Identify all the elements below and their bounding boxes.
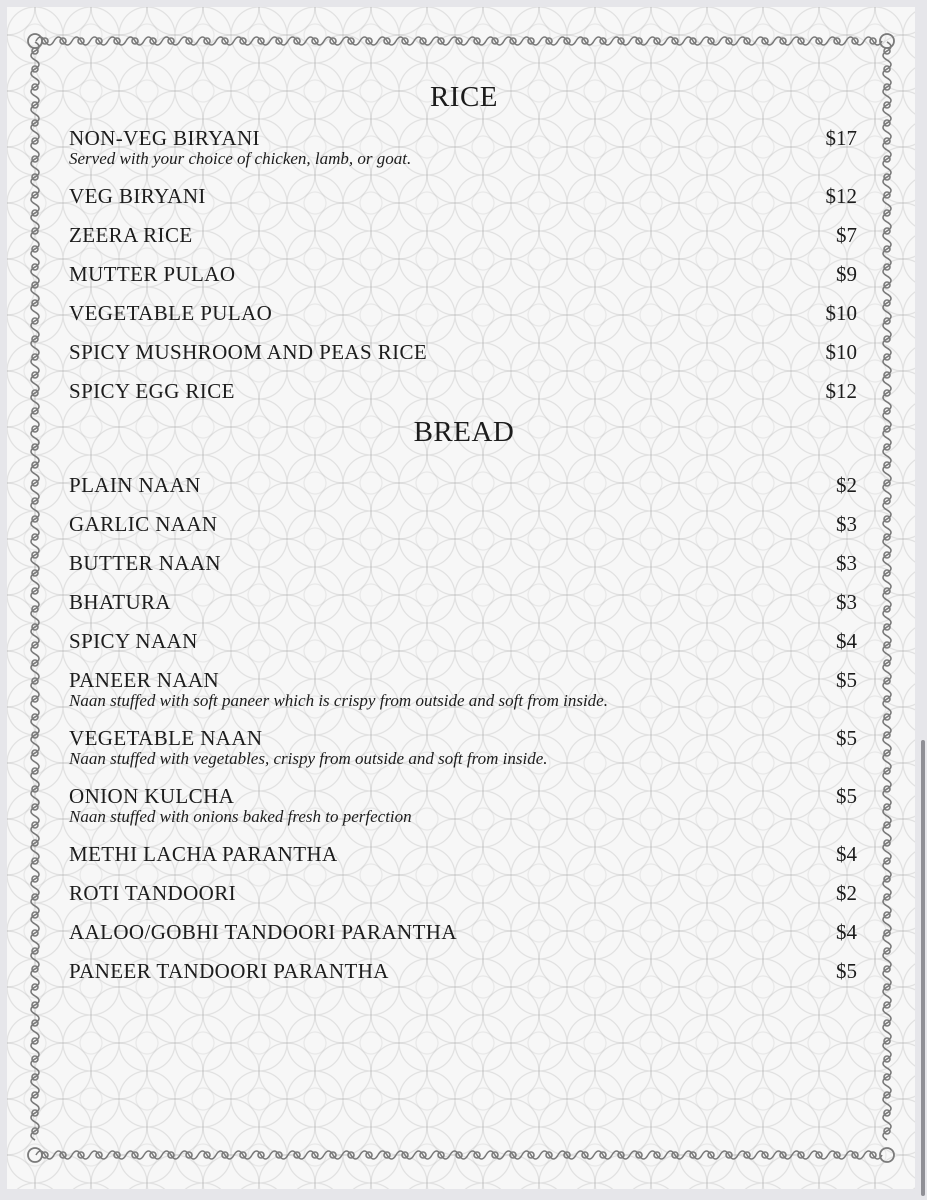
border-flourish [594, 1151, 612, 1159]
border-flourish [576, 37, 594, 45]
border-flourish [630, 1151, 648, 1159]
border-flourish [36, 1151, 54, 1159]
border-flourish [883, 690, 891, 708]
item-price: $7 [836, 223, 857, 247]
item-name: VEG BIRYANI [69, 184, 206, 208]
border-flourish [883, 762, 891, 780]
border-flourish [883, 870, 891, 888]
border-flourish [31, 42, 39, 60]
border-flourish [216, 37, 234, 45]
border-flourish [31, 222, 39, 240]
border-flourish [883, 258, 891, 276]
border-flourish [558, 1151, 576, 1159]
border-flourish [883, 798, 891, 816]
menu-item [69, 836, 859, 875]
border-flourish [883, 654, 891, 672]
border-flourish [828, 37, 846, 45]
item-price: $4 [836, 920, 857, 944]
border-flourish [648, 1151, 666, 1159]
border-flourish [666, 1151, 684, 1159]
border-flourish [883, 492, 891, 510]
border-flourish [468, 37, 486, 45]
border-flourish [54, 37, 72, 45]
border-flourish [31, 330, 39, 348]
border-flourish [31, 726, 39, 744]
border-flourish [883, 474, 891, 492]
item-name: METHI LACHA PARANTHA [69, 842, 338, 866]
border-corner-ornament [880, 34, 894, 48]
item-name: PLAIN NAAN [69, 473, 201, 497]
item-price: $4 [836, 629, 857, 653]
border-flourish [31, 528, 39, 546]
item-name: BHATURA [69, 590, 171, 614]
border-flourish [144, 37, 162, 45]
item-price: $9 [836, 262, 857, 286]
border-flourish [31, 312, 39, 330]
border-flourish [810, 1151, 828, 1159]
item-price: $3 [836, 551, 857, 575]
border-flourish [126, 1151, 144, 1159]
border-flourish [31, 294, 39, 312]
border-flourish [31, 1050, 39, 1068]
item-price: $2 [836, 473, 857, 497]
border-flourish [31, 78, 39, 96]
border-flourish [883, 366, 891, 384]
border-flourish [31, 1122, 39, 1140]
border-flourish [31, 438, 39, 456]
border-flourish [648, 37, 666, 45]
border-flourish [306, 37, 324, 45]
item-name: SPICY NAAN [69, 629, 198, 653]
border-flourish [108, 1151, 126, 1159]
border-flourish [883, 1032, 891, 1050]
border-flourish [883, 240, 891, 258]
menu-item [69, 623, 859, 662]
border-flourish [414, 37, 432, 45]
border-flourish [883, 168, 891, 186]
border-flourish [306, 1151, 324, 1159]
border-flourish [36, 37, 54, 45]
border-flourish [90, 1151, 108, 1159]
border-flourish [883, 1086, 891, 1104]
border-flourish [31, 420, 39, 438]
border-flourish [162, 1151, 180, 1159]
border-flourish [270, 1151, 288, 1159]
border-flourish [72, 37, 90, 45]
menu-page [7, 7, 915, 1189]
border-flourish [31, 258, 39, 276]
border-flourish [31, 276, 39, 294]
border-flourish [540, 1151, 558, 1159]
border-flourish [883, 816, 891, 834]
border-flourish [180, 1151, 198, 1159]
menu-item [69, 914, 859, 953]
item-price: $5 [836, 784, 857, 808]
border-flourish [31, 492, 39, 510]
border-flourish [31, 618, 39, 636]
border-flourish [883, 294, 891, 312]
border-flourish [883, 510, 891, 528]
section-title-rice: RICE [429, 81, 499, 113]
border-flourish [378, 1151, 396, 1159]
border-flourish [594, 37, 612, 45]
border-flourish [31, 960, 39, 978]
border-flourish [31, 906, 39, 924]
border-flourish [846, 1151, 864, 1159]
border-flourish [883, 960, 891, 978]
border-flourish [792, 37, 810, 45]
item-name: NON-VEG BIRYANI [69, 126, 260, 150]
item-price: $5 [836, 959, 857, 983]
item-name: BUTTER NAAN [69, 551, 221, 575]
border-flourish [31, 150, 39, 168]
menu-item [69, 662, 859, 720]
border-flourish [414, 1151, 432, 1159]
border-flourish [486, 1151, 504, 1159]
menu-item [69, 256, 859, 295]
border-flourish [883, 60, 891, 78]
border-flourish [31, 798, 39, 816]
border-corner-ornament [28, 34, 42, 48]
border-flourish [883, 150, 891, 168]
menu-item [69, 467, 859, 506]
menu-item [69, 295, 859, 334]
border-flourish [883, 582, 891, 600]
border-flourish [883, 924, 891, 942]
item-price: $3 [836, 590, 857, 614]
item-price: $2 [836, 881, 857, 905]
item-description: Naan stuffed with onions baked fresh to perfection [69, 807, 412, 826]
border-flourish [883, 834, 891, 852]
border-flourish [883, 222, 891, 240]
border-flourish [31, 708, 39, 726]
border-flourish [612, 1151, 630, 1159]
border-flourish [702, 1151, 720, 1159]
border-flourish [883, 204, 891, 222]
border-flourish [31, 564, 39, 582]
border-flourish [756, 1151, 774, 1159]
border-flourish [883, 618, 891, 636]
border-flourish [31, 546, 39, 564]
border-flourish [31, 942, 39, 960]
menu-item [69, 506, 859, 545]
border-flourish [54, 1151, 72, 1159]
border-flourish [883, 996, 891, 1014]
border-flourish [883, 708, 891, 726]
border-flourish [883, 96, 891, 114]
item-name: ONION KULCHA [69, 784, 235, 808]
item-name: MUTTER PULAO [69, 262, 236, 286]
border-flourish [558, 37, 576, 45]
border-flourish [342, 37, 360, 45]
border-flourish [31, 204, 39, 222]
menu-item [69, 953, 859, 992]
border-flourish [883, 546, 891, 564]
border-flourish [31, 114, 39, 132]
border-flourish [883, 114, 891, 132]
border-flourish [883, 726, 891, 744]
border-flourish [31, 762, 39, 780]
border-flourish [252, 37, 270, 45]
border-flourish [432, 1151, 450, 1159]
menu-item [69, 584, 859, 623]
border-flourish [31, 96, 39, 114]
item-name: PANEER TANDOORI PARANTHA [69, 959, 389, 983]
border-flourish [216, 1151, 234, 1159]
border-flourish [90, 37, 108, 45]
border-flourish [31, 744, 39, 762]
item-price: $10 [825, 301, 857, 325]
border-flourish [31, 924, 39, 942]
border-flourish [234, 37, 252, 45]
item-name: GARLIC NAAN [69, 512, 218, 536]
border-flourish [883, 564, 891, 582]
border-flourish [198, 1151, 216, 1159]
border-flourish [378, 37, 396, 45]
border-flourish [883, 906, 891, 924]
item-name: ROTI TANDOORI [69, 881, 237, 905]
border-flourish [883, 1050, 891, 1068]
border-flourish [486, 37, 504, 45]
border-flourish [540, 37, 558, 45]
border-flourish [198, 37, 216, 45]
border-flourish [126, 37, 144, 45]
item-description: Served with your choice of chicken, lamb, or goat. [69, 149, 412, 168]
border-flourish [702, 37, 720, 45]
item-price: $5 [836, 668, 857, 692]
border-flourish [432, 37, 450, 45]
border-flourish [738, 1151, 756, 1159]
border-flourish [31, 852, 39, 870]
border-flourish [72, 1151, 90, 1159]
border-flourish [774, 1151, 792, 1159]
border-flourish [883, 852, 891, 870]
border-flourish [883, 348, 891, 366]
border-flourish [144, 1151, 162, 1159]
border-flourish [468, 1151, 486, 1159]
menu-item [69, 545, 859, 584]
border-flourish [31, 888, 39, 906]
border-flourish [31, 1086, 39, 1104]
item-name: SPICY EGG RICE [69, 379, 235, 403]
border-flourish [324, 37, 342, 45]
border-flourish [883, 600, 891, 618]
border-flourish [31, 834, 39, 852]
border-flourish [31, 384, 39, 402]
border-flourish [504, 37, 522, 45]
border-flourish [396, 37, 414, 45]
border-corner-ornament [28, 1148, 42, 1162]
menu-item [69, 178, 859, 217]
border-flourish [31, 780, 39, 798]
border-flourish [31, 348, 39, 366]
border-flourish [883, 942, 891, 960]
border-flourish [252, 1151, 270, 1159]
border-flourish [31, 456, 39, 474]
border-flourish [883, 1068, 891, 1086]
border-flourish [31, 168, 39, 186]
item-name: SPICY MUSHROOM AND PEAS RICE [69, 340, 428, 364]
border-flourish [883, 636, 891, 654]
border-flourish [883, 312, 891, 330]
border-flourish [450, 1151, 468, 1159]
border-flourish [810, 37, 828, 45]
section-title-bread: BREAD [413, 416, 515, 448]
item-name: ZEERA RICE [69, 223, 193, 247]
border-flourish [666, 37, 684, 45]
item-price: $5 [836, 726, 857, 750]
border-flourish [522, 37, 540, 45]
border-flourish [883, 402, 891, 420]
border-flourish [774, 37, 792, 45]
item-description: Naan stuffed with vegetables, crispy from outside and soft from inside. [69, 749, 548, 768]
item-name: VEGETABLE PULAO [69, 301, 273, 325]
border-flourish [792, 1151, 810, 1159]
border-flourish [270, 37, 288, 45]
border-flourish [576, 1151, 594, 1159]
item-description: Naan stuffed with soft paneer which is crispy from outside and soft from inside. [69, 691, 608, 710]
border-corner-ornament [880, 1148, 894, 1162]
border-flourish [31, 474, 39, 492]
scrollbar[interactable] [921, 740, 925, 1196]
menu-item [69, 120, 859, 178]
border-flourish [883, 744, 891, 762]
border-flourish [31, 600, 39, 618]
border-flourish [738, 37, 756, 45]
border-flourish [504, 1151, 522, 1159]
border-flourish [360, 37, 378, 45]
menu-item [69, 217, 859, 256]
menu-item [69, 373, 859, 412]
border-flourish [31, 816, 39, 834]
border-flourish [883, 42, 891, 60]
border-flourish [31, 1104, 39, 1122]
border-flourish [31, 366, 39, 384]
border-flourish [31, 510, 39, 528]
menu-item [69, 334, 859, 373]
border-flourish [234, 1151, 252, 1159]
border-flourish [756, 37, 774, 45]
border-flourish [684, 1151, 702, 1159]
border-flourish [31, 1032, 39, 1050]
border-flourish [720, 1151, 738, 1159]
border-flourish [31, 978, 39, 996]
border-flourish [288, 1151, 306, 1159]
border-flourish [720, 37, 738, 45]
border-flourish [31, 654, 39, 672]
border-flourish [31, 996, 39, 1014]
border-flourish [31, 240, 39, 258]
border-flourish [342, 1151, 360, 1159]
border-flourish [883, 132, 891, 150]
border-flourish [883, 672, 891, 690]
border-flourish [828, 1151, 846, 1159]
border-flourish [450, 37, 468, 45]
border-flourish [31, 132, 39, 150]
border-flourish [883, 276, 891, 294]
border-flourish [883, 1014, 891, 1032]
border-flourish [883, 384, 891, 402]
border-flourish [883, 186, 891, 204]
border-flourish [522, 1151, 540, 1159]
menu-item [69, 875, 859, 914]
border-flourish [684, 37, 702, 45]
border-flourish [883, 456, 891, 474]
border-flourish [31, 636, 39, 654]
item-name: AALOO/GOBHI TANDOORI PARANTHA [69, 920, 457, 944]
border-flourish [288, 37, 306, 45]
border-flourish [630, 37, 648, 45]
border-flourish [31, 186, 39, 204]
item-price: $4 [836, 842, 857, 866]
item-price: $12 [825, 184, 857, 208]
border-flourish [31, 402, 39, 420]
item-price: $12 [825, 379, 857, 403]
border-flourish [883, 888, 891, 906]
border-flourish [162, 37, 180, 45]
border-flourish [883, 528, 891, 546]
border-flourish [846, 37, 864, 45]
border-flourish [360, 1151, 378, 1159]
border-flourish [883, 420, 891, 438]
border-flourish [180, 37, 198, 45]
border-flourish [883, 330, 891, 348]
item-price: $3 [836, 512, 857, 536]
border-flourish [883, 780, 891, 798]
menu-item [69, 778, 859, 836]
border-flourish [883, 1104, 891, 1122]
border-flourish [883, 978, 891, 996]
border-flourish [883, 1122, 891, 1140]
menu-item [69, 720, 859, 778]
border-flourish [31, 582, 39, 600]
item-name: PANEER NAAN [69, 668, 220, 692]
border-flourish [31, 1014, 39, 1032]
border-flourish [31, 672, 39, 690]
border-flourish [396, 1151, 414, 1159]
item-name: VEGETABLE NAAN [69, 726, 263, 750]
border-flourish [108, 37, 126, 45]
border-flourish [31, 1068, 39, 1086]
border-flourish [31, 870, 39, 888]
border-flourish [883, 78, 891, 96]
border-flourish [883, 438, 891, 456]
border-flourish [31, 60, 39, 78]
border-flourish [324, 1151, 342, 1159]
item-price: $10 [825, 340, 857, 364]
border-flourish [31, 690, 39, 708]
item-price: $17 [825, 126, 857, 150]
menu-content [69, 81, 859, 992]
border-flourish [612, 37, 630, 45]
